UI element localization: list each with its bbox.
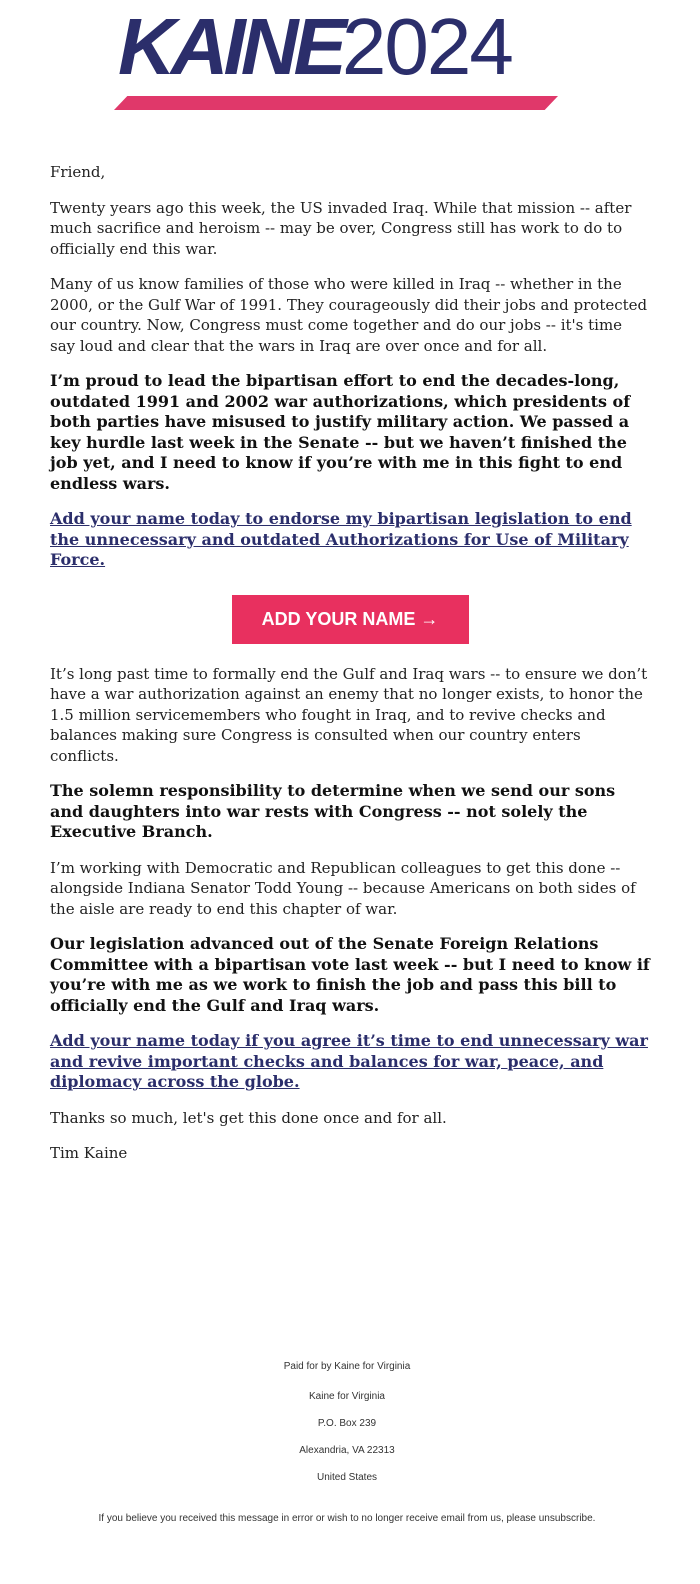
- greeting: Friend,: [50, 163, 106, 181]
- campaign-logo: [114, 2, 574, 112]
- closing-line: Thanks so much, let's get this done once and for all.: [50, 1108, 447, 1127]
- logo-name: KAINE: [118, 2, 342, 91]
- logo-year: 2024: [341, 2, 512, 91]
- body-paragraph: It’s long past time to formally end the Gulf and Iraq wars -- to ensure we don’t have a war authorization against an enemy that no longer exists, to honor the 1.5 million servicemembers who fought in Iraq, and to revive checks and balances making sure Congress is consulted when our country enters conflicts.: [50, 664, 648, 765]
- body-paragraph: I’m working with Democratic and Republican colleagues to get this done -- alongside Indiana Senator Todd Young -- because Americans on both sides of the aisle are ready to end this chapter of war.: [50, 858, 636, 918]
- logo-wordmark: [118, 2, 512, 92]
- add-your-name-button[interactable]: ADD YOUR NAME →: [232, 595, 469, 644]
- agree-end-war-link[interactable]: Add your name today if you agree it’s time to end unnecessary war and revive important checks and balances for war, peace, and diplomacy across the globe.: [50, 1031, 648, 1091]
- footer-org: Kaine for Virginia: [309, 1391, 385, 1402]
- email-footer: [0, 1360, 694, 1526]
- cta-container: [50, 595, 650, 644]
- bold-paragraph: The solemn responsibility to determine when we send our sons and daughters into war rests with Congress -- not solely the Executive Branch.: [50, 781, 616, 841]
- logo-underline-bar: [114, 96, 558, 110]
- bold-paragraph: I’m proud to lead the bipartisan effort to end the decades-long, outdated 1991 and 2002 war authorizations, which presidents of both parties have misused to justify military action. We passed a key hurdle last week in the Senate -- but we haven’t finished the job yet, and I need to know if you’re with me in this fight to end endless wars.: [50, 371, 631, 493]
- footer-country: United States: [316, 1472, 378, 1483]
- body-paragraph: Many of us know families of those who were killed in Iraq -- whether in the 2000, or the Gulf War of 1991. They courageously did their jobs and protected our country. Now, Congress must come together and do our jobs -- it's time say loud and clear that the wars in Iraq are over once and for all.: [50, 275, 648, 355]
- unsubscribe-notice[interactable]: If you believe you received this message in error or wish to no longer receive email from us, please unsubscribe.: [98, 1513, 596, 1524]
- bold-paragraph: Our legislation advanced out of the Senate Foreign Relations Committee with a bipartisan vote last week -- but I need to know if you’re with me as we work to finish the job and pass this bill to officially end the Gulf and Iraq wars.: [50, 934, 650, 1015]
- paid-for-disclaimer: Paid for by Kaine for Virginia: [283, 1361, 411, 1372]
- endorse-legislation-link[interactable]: Add your name today to endorse my bipartisan legislation to end the unnecessary and outdated Authorizations for Use of Military Force.: [50, 509, 632, 569]
- footer-po-box: P.O. Box 239: [317, 1418, 377, 1429]
- footer-city: Alexandria, VA 22313: [299, 1445, 395, 1456]
- signature: Tim Kaine: [50, 1144, 128, 1162]
- email-body: [50, 162, 650, 1179]
- body-paragraph: Twenty years ago this week, the US invaded Iraq. While that mission -- after much sacrifice and heroism -- may be over, Congress still has work to do to officially end this war.: [50, 198, 632, 258]
